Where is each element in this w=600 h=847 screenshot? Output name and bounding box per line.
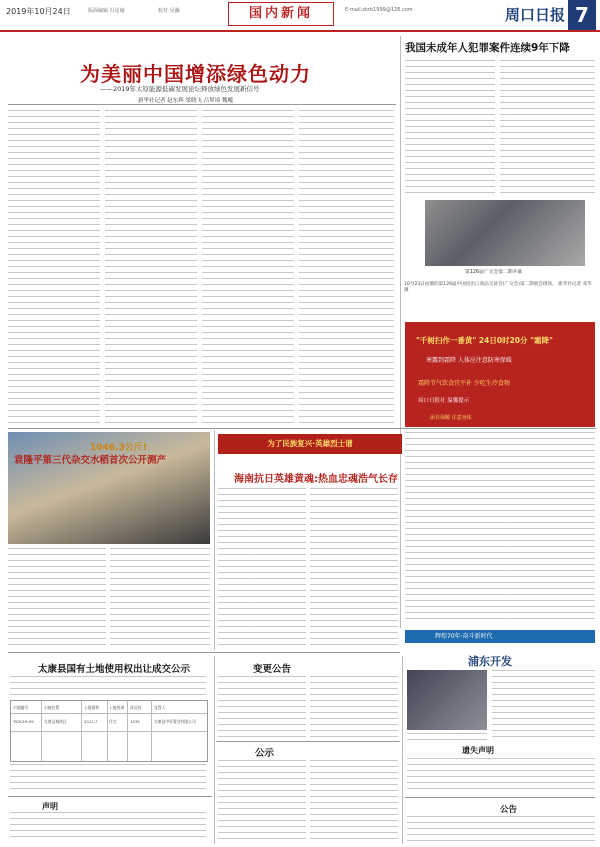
article-column [407,733,487,741]
article-column [500,60,595,195]
table-rule [151,701,152,761]
table-cell: 1535 [130,719,140,724]
article-column [299,110,394,426]
notice-text [10,676,206,698]
section-title-box [228,2,334,26]
article-column [405,60,495,195]
divider [216,741,400,742]
anniversary-label: 辉煌70年·奋斗新时代 [435,633,493,640]
pudong-headline: 浦东开发 [468,655,512,668]
rice-yield-figure: 1046.3公斤! [90,443,147,453]
newspaper-name: 周口日报 [505,6,566,24]
public-notice-title: 公示 [255,748,275,759]
proof-credit: 校对 吴瀚 [158,8,180,14]
article-column [105,110,197,426]
land-transfer-table [10,700,208,762]
table-header: 土地面积 [84,705,100,710]
divider [8,104,396,105]
column-divider [214,656,215,844]
column-divider [214,430,215,650]
right-headline: 我国未成年人犯罪案件连续9年下降 [405,42,570,54]
table-header: 土地用途 [109,705,125,710]
divider [8,796,212,797]
ad-line: 周口日报社 温馨提示 [418,398,470,404]
notice-text [310,760,398,842]
page-number: 7 [568,0,596,30]
main-subheadline: ——2019年太原能源低碳发展论坛释放绿色发展新信号 [100,85,260,93]
issue-date: 2019年10月24日 [6,7,71,16]
article-column [8,548,106,648]
article-column [310,488,398,648]
rice-feature-title: 袁隆平第三代杂交水稻首次公开测产 [14,455,167,466]
hero-series-label: 为了民族复兴·英雄烈士谱 [267,439,353,448]
article-column [405,432,595,624]
ad-line: 添衣保暖 注意身体 [430,415,472,421]
canton-fair-photo [425,200,585,266]
main-headline: 为美丽中国增添绿色动力 [80,62,311,86]
divider [8,652,400,653]
hero-headline: 海南抗日英雄黄魂:热血忠魂浩气长存 [234,474,398,485]
ad-line: 寒露到霜降 人体应注意防寒保暖 [426,357,512,364]
notice-text [10,812,206,842]
article-column [202,110,294,426]
notice-text [310,676,398,738]
table-header: 宗地位置 [44,705,60,710]
photo-description-text: 10月23日拍摄的第126届中国进出口商品交易会(广交会)第二期展会现场。 [404,282,557,287]
hero-series-banner [218,434,402,454]
notice-text [407,758,595,794]
header-rule [0,30,600,32]
photo-caption: 第126届广交会第二期开幕 [465,270,523,275]
announcement-title: 公告 [500,805,518,815]
table-rule [107,701,108,761]
divider [405,797,595,798]
page-header [0,0,600,30]
table-header: 成交价 [130,705,142,710]
notice-text [407,816,595,842]
article-column [8,110,100,426]
change-notice-title: 变更公告 [253,664,292,675]
loss-notice-title: 遗失声明 [462,746,494,755]
anniversary-banner [405,630,595,643]
notice-text [10,764,206,792]
land-transfer-notice-title: 太康县国有土地使用权出让成交公示 [38,664,191,675]
editor-credit: 版面编辑 冯星瑜 [88,8,125,14]
pudong-photo [407,670,487,730]
editor-email: E-mail:zkrb1999@126.com [345,7,413,13]
main-byline: 新华社记者 赵东辉 梁晓飞 吕梦琦 魏飚 [138,98,233,104]
table-rule [41,701,42,761]
section-title: 国内新闻 [248,6,313,21]
table-rule [127,701,128,761]
column-divider [400,36,401,628]
table-header: 宗地编号 [13,705,29,710]
table-cell: 2013.7 [84,719,98,724]
ad-headline: "千树扫作一番黄" 24日0时20分 "霜降" [416,336,553,345]
table-rule [81,701,82,761]
photo-credit: 新华社记者 邓华摄 [404,282,592,293]
notice-text [218,676,306,738]
photo-description [404,282,594,294]
notice-text [218,760,306,842]
ad-line: 霜降节气饮食宜平补 少吃生冷食物 [418,380,510,387]
statement-notice-title: 声明 [42,802,58,811]
table-cell: 太康县城南区 [44,719,67,724]
article-column [218,488,306,648]
article-column [110,548,210,648]
article-column [492,670,595,740]
table-cell: 太康县中环置业有限公司 [154,719,196,724]
table-header: 竞得人 [154,705,166,710]
table-cell: TK2019-09 [13,719,34,724]
table-cell: 住宅 [109,719,117,724]
column-divider [402,656,403,844]
divider [8,428,596,429]
